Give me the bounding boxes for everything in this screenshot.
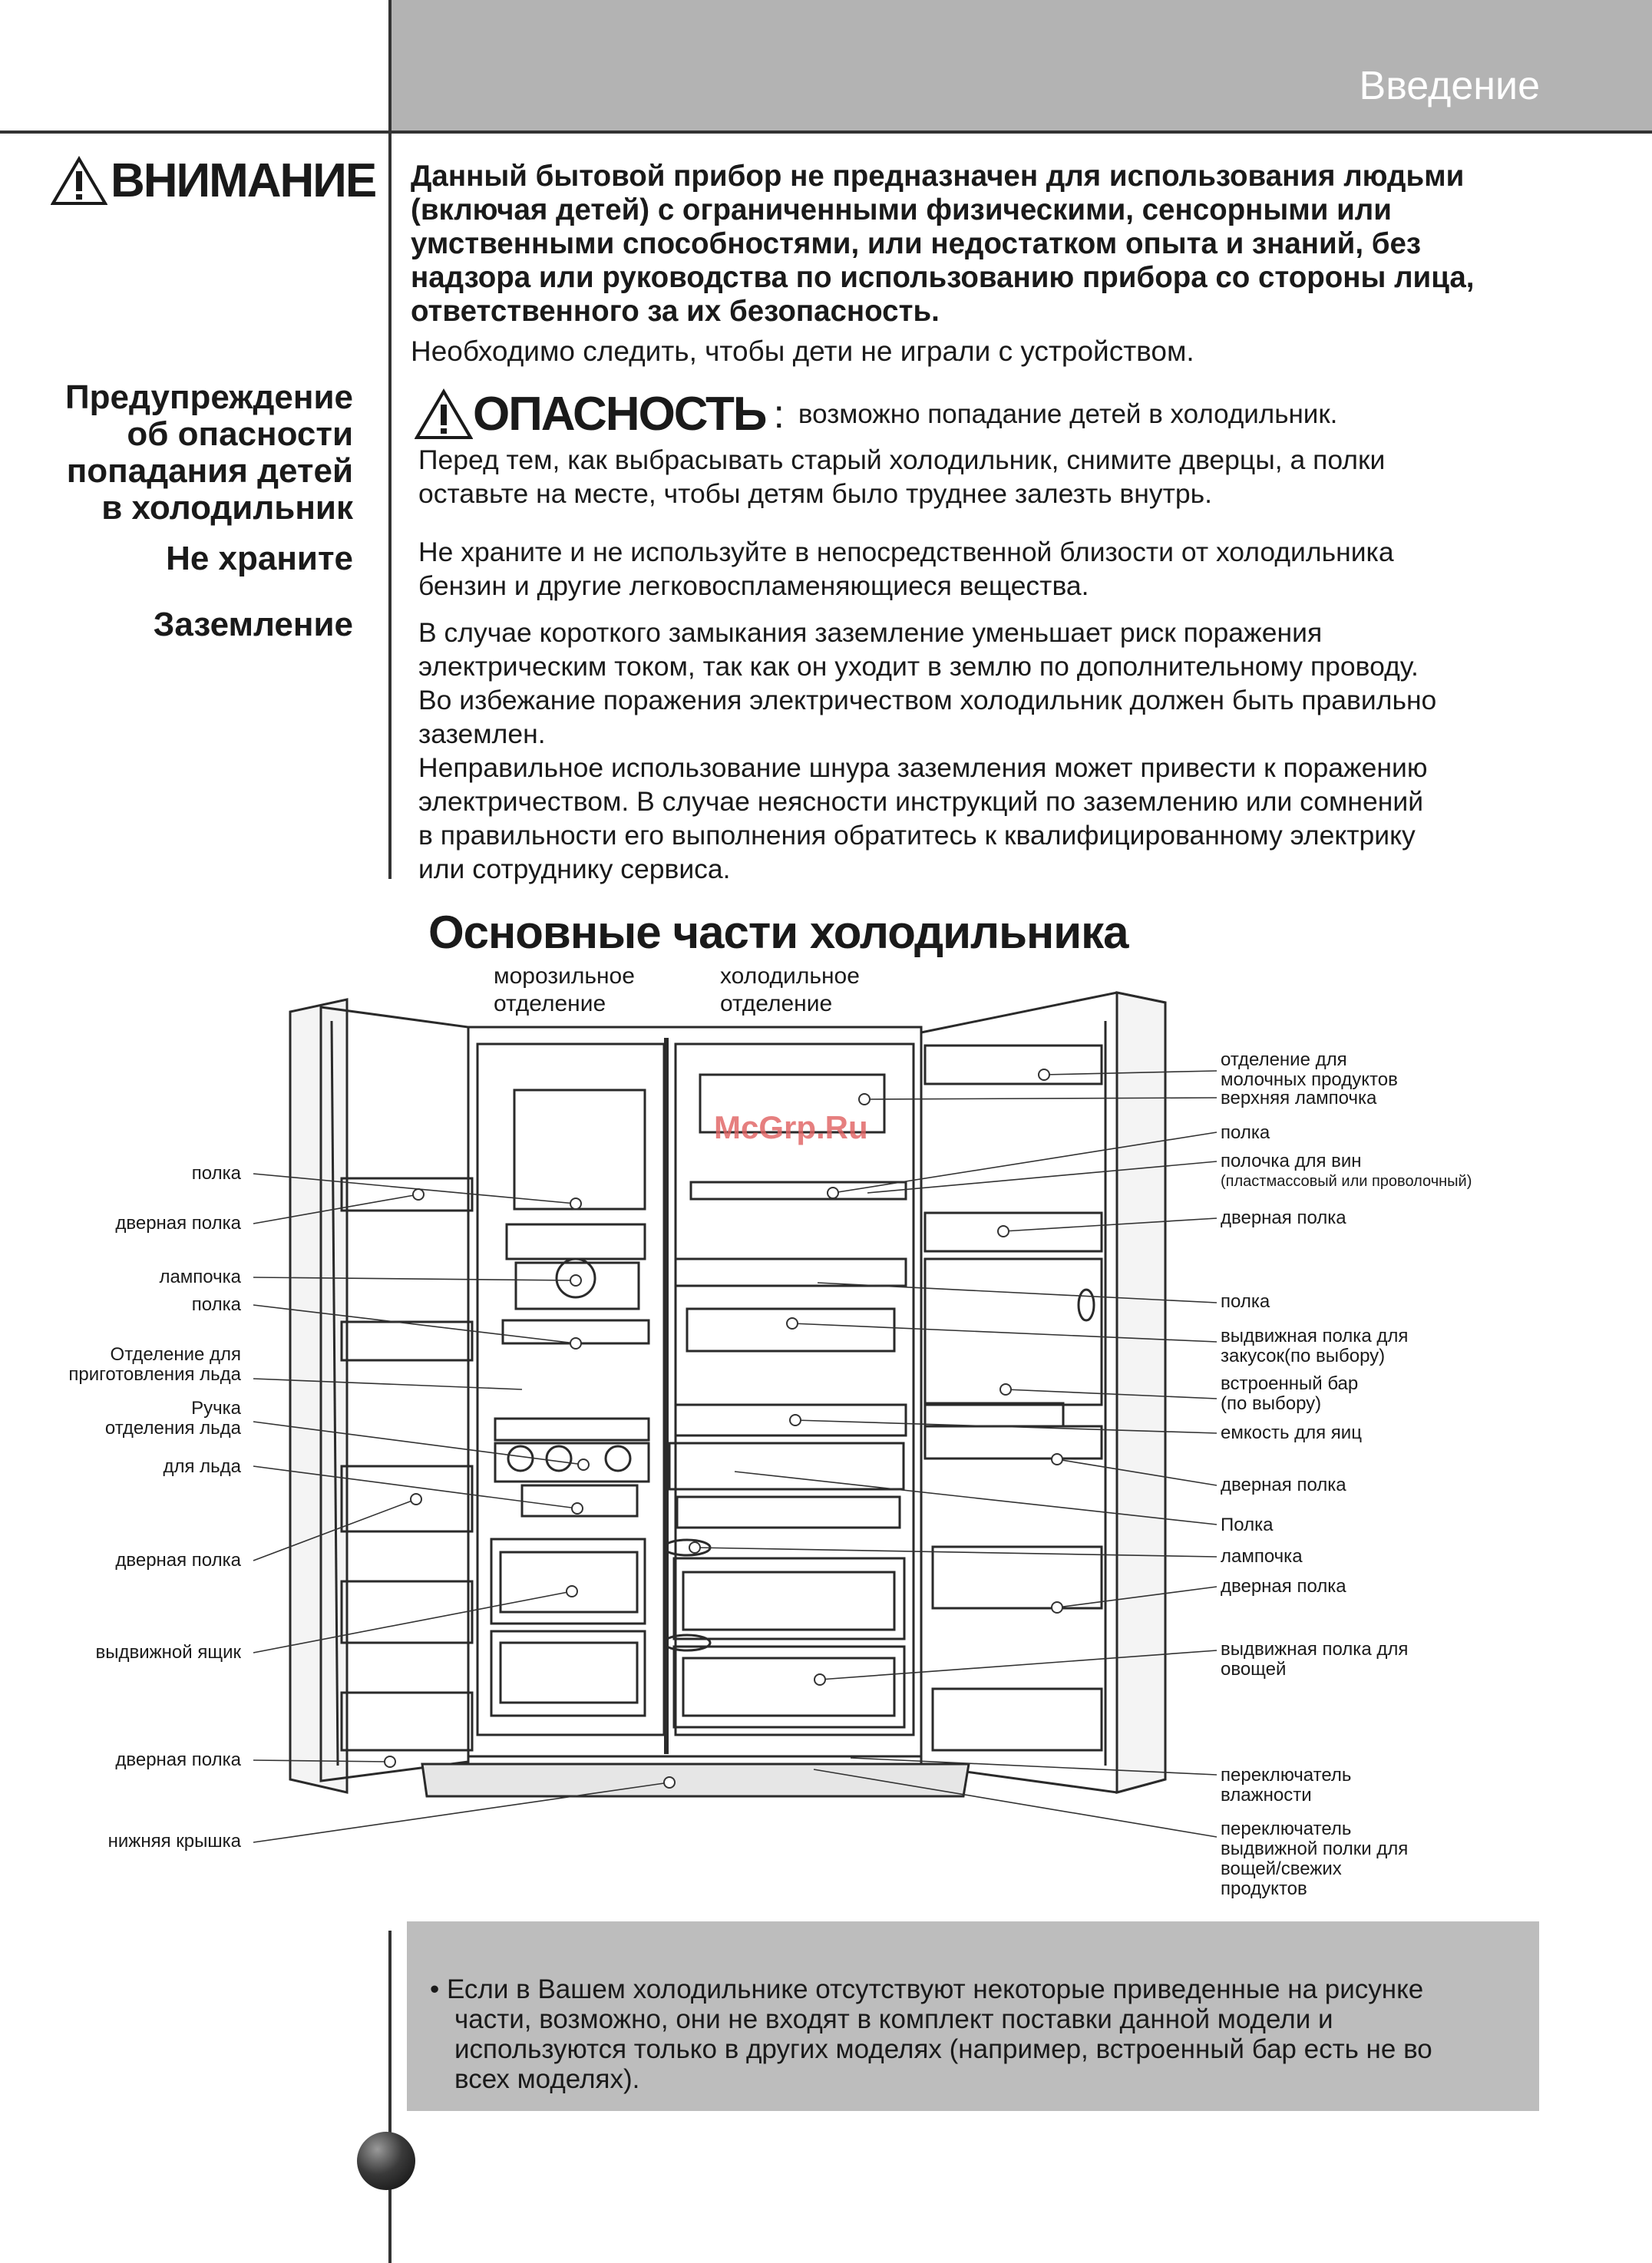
label-humidity-switch [1221, 1766, 1351, 1805]
label-line: отделение для [1221, 1049, 1347, 1070]
freezer-caption-line: морозильное [494, 963, 635, 989]
no-store-line: бензин и другие легковоспламеняющиеся вещества. [418, 570, 1089, 601]
label-line: Отделение для [110, 1344, 241, 1365]
label-line: переключатель [1221, 1765, 1352, 1786]
freezer-caption-line: отделение [494, 991, 606, 1016]
label-door-bin-3: дверная полка [115, 1749, 241, 1770]
label-shelf-2: полка [191, 1294, 241, 1315]
warning-line: надзора или руководства по использованию прибора со стороны лица, [411, 261, 1475, 294]
label-line: (по выбору) [1221, 1393, 1322, 1414]
label-line: переключатель [1221, 1819, 1352, 1839]
danger-colon: : [773, 391, 785, 437]
grounding-line: или сотруднику сервиса. [418, 854, 731, 884]
label-door-bin-r3: дверная полка [1221, 1576, 1346, 1597]
label-top-lamp: верхняя лампочка [1221, 1088, 1377, 1108]
danger-paragraph [418, 443, 1385, 510]
note-line: • Если в Вашем холодильнике отсутствуют некоторые приведенные на рисунке [430, 1974, 1424, 2004]
note-line: всех моделях). [454, 2064, 640, 2094]
danger-text: возможно попадание детей в холодильник. [798, 398, 1338, 429]
danger-heading [415, 387, 1337, 441]
label-vegetable-drawer [1221, 1640, 1408, 1680]
label-ice-bin: для льда [163, 1456, 241, 1477]
label-egg-box: емкость для яиц [1221, 1422, 1362, 1443]
grounding-line: Неправильное использование шнура заземления может привести к поражению [418, 752, 1428, 783]
fridge-caption-line: холодильное [720, 963, 860, 989]
column-divider [388, 0, 392, 879]
warning-paragraph [411, 160, 1562, 329]
label-line: Ручка [191, 1398, 241, 1419]
entrapment-heading-line: Предупреждение [65, 378, 353, 416]
label-line: овощей [1221, 1659, 1287, 1680]
grounding-line: заземлен. [418, 719, 546, 749]
label-line: приготовления льда [68, 1364, 241, 1385]
warning-title: ВНИМАНИЕ [111, 154, 376, 207]
label-line: выдвижная полка для [1221, 1326, 1409, 1346]
grounding-heading: Заземление [153, 606, 353, 643]
label-door-bin-r: дверная полка [1221, 1207, 1346, 1228]
label-shelf-r: полка [1221, 1122, 1270, 1143]
section-title: Введение [1359, 64, 1540, 108]
label-line: выдвижной полки для [1221, 1838, 1409, 1859]
label-icemaker [68, 1345, 241, 1385]
label-drawer: выдвижной ящик [95, 1642, 241, 1663]
warning-heading [51, 154, 375, 208]
note-line: используются только в других моделях (например, встроенный бар есть не во [454, 2034, 1432, 2064]
label-ice-handle [105, 1399, 241, 1439]
label-wine-rack [1221, 1151, 1472, 1191]
entrapment-heading [65, 379, 353, 527]
label-home-bar [1221, 1374, 1358, 1414]
no-store-paragraph [418, 535, 1394, 603]
grounding-paragraph [418, 616, 1436, 886]
note-line: части, возможно, они не входят в комплект поставки данной модели и [454, 2004, 1333, 2034]
label-snack-drawer [1221, 1326, 1408, 1366]
danger-line: оставьте на месте, чтобы детям было труднее залезть внутрь. [418, 478, 1213, 509]
no-store-heading: Не храните [166, 540, 353, 577]
warning-triangle-icon [51, 156, 107, 206]
label-door-bin-r2: дверная полка [1221, 1475, 1346, 1495]
grounding-line: электричеством. В случае неясности инструкций по заземлению или сомнений [418, 786, 1424, 817]
label-line: влажности [1221, 1785, 1312, 1805]
entrapment-heading-line: попадания детей [66, 452, 353, 490]
warning-line: ответственного за их безопасность. [411, 295, 940, 328]
danger-line: Перед тем, как выбрасывать старый холодильник, снимите дверцы, а полки [418, 444, 1386, 475]
label-line: закусок(по выбору) [1221, 1346, 1386, 1366]
label-lamp: лампочка [159, 1267, 241, 1287]
note-text [430, 1974, 1432, 2094]
grounding-line: электрическим током, так как он уходит в землю по дополнительному проводу. [418, 651, 1419, 682]
label-shelf: полка [191, 1163, 241, 1184]
label-line: отделения льда [104, 1418, 241, 1439]
danger-triangle-icon [415, 388, 473, 441]
warning-line: Данный бытовой прибор не предназначен для использования людьми [411, 160, 1465, 193]
label-line: продуктов [1221, 1878, 1307, 1899]
label-line: встроенный бар [1221, 1373, 1359, 1394]
label-shelf-r2: полка [1221, 1291, 1270, 1312]
children-note: Необходимо следить, чтобы дети не играли с устройством. [411, 335, 1194, 367]
label-line: (пластмассовый или проволочный) [1221, 1173, 1472, 1190]
label-line: вощей/свежих [1221, 1858, 1342, 1879]
fridge-caption-line: отделение [720, 991, 833, 1016]
label-line: выдвижная полка для [1221, 1639, 1409, 1660]
label-line: молочных продуктов [1221, 1069, 1398, 1090]
label-lamp-r: лампочка [1221, 1546, 1303, 1567]
warning-line: (включая детей) с ограниченными физическими, сенсорными или [411, 193, 1392, 226]
header-divider [0, 130, 1652, 134]
no-store-line: Не храните и не используйте в непосредственной близости от холодильника [418, 537, 1394, 567]
entrapment-heading-line: об опасности [127, 415, 353, 453]
figure-title: Основные части холодильника [428, 907, 1128, 958]
label-drawer-switch [1221, 1819, 1408, 1899]
warning-line: умственными способностями, или недостатком опыта и знаний, без [411, 227, 1422, 260]
label-bottom-cover: нижняя крышка [107, 1831, 241, 1852]
column-divider-bottom [388, 1931, 392, 2263]
watermark: McGrp.Ru [714, 1109, 868, 1145]
label-dairy [1221, 1050, 1398, 1090]
entrapment-heading-line: в холодильник [101, 489, 353, 527]
danger-title: ОПАСНОСТЬ [473, 388, 766, 441]
page-marker-ball [357, 2132, 415, 2190]
grounding-line: В случае короткого замыкания заземление уменьшает риск поражения [418, 617, 1323, 648]
label-line: полочка для вин [1221, 1151, 1362, 1171]
label-shelf-r3: Полка [1221, 1515, 1274, 1535]
grounding-line: в правильности его выполнения обратитесь к квалифицированному электрику [418, 820, 1416, 851]
label-door-bin-2: дверная полка [115, 1550, 241, 1571]
grounding-line: Во избежание поражения электричеством холодильник должен быть правильно [418, 685, 1437, 715]
label-door-bin: дверная полка [115, 1213, 241, 1234]
